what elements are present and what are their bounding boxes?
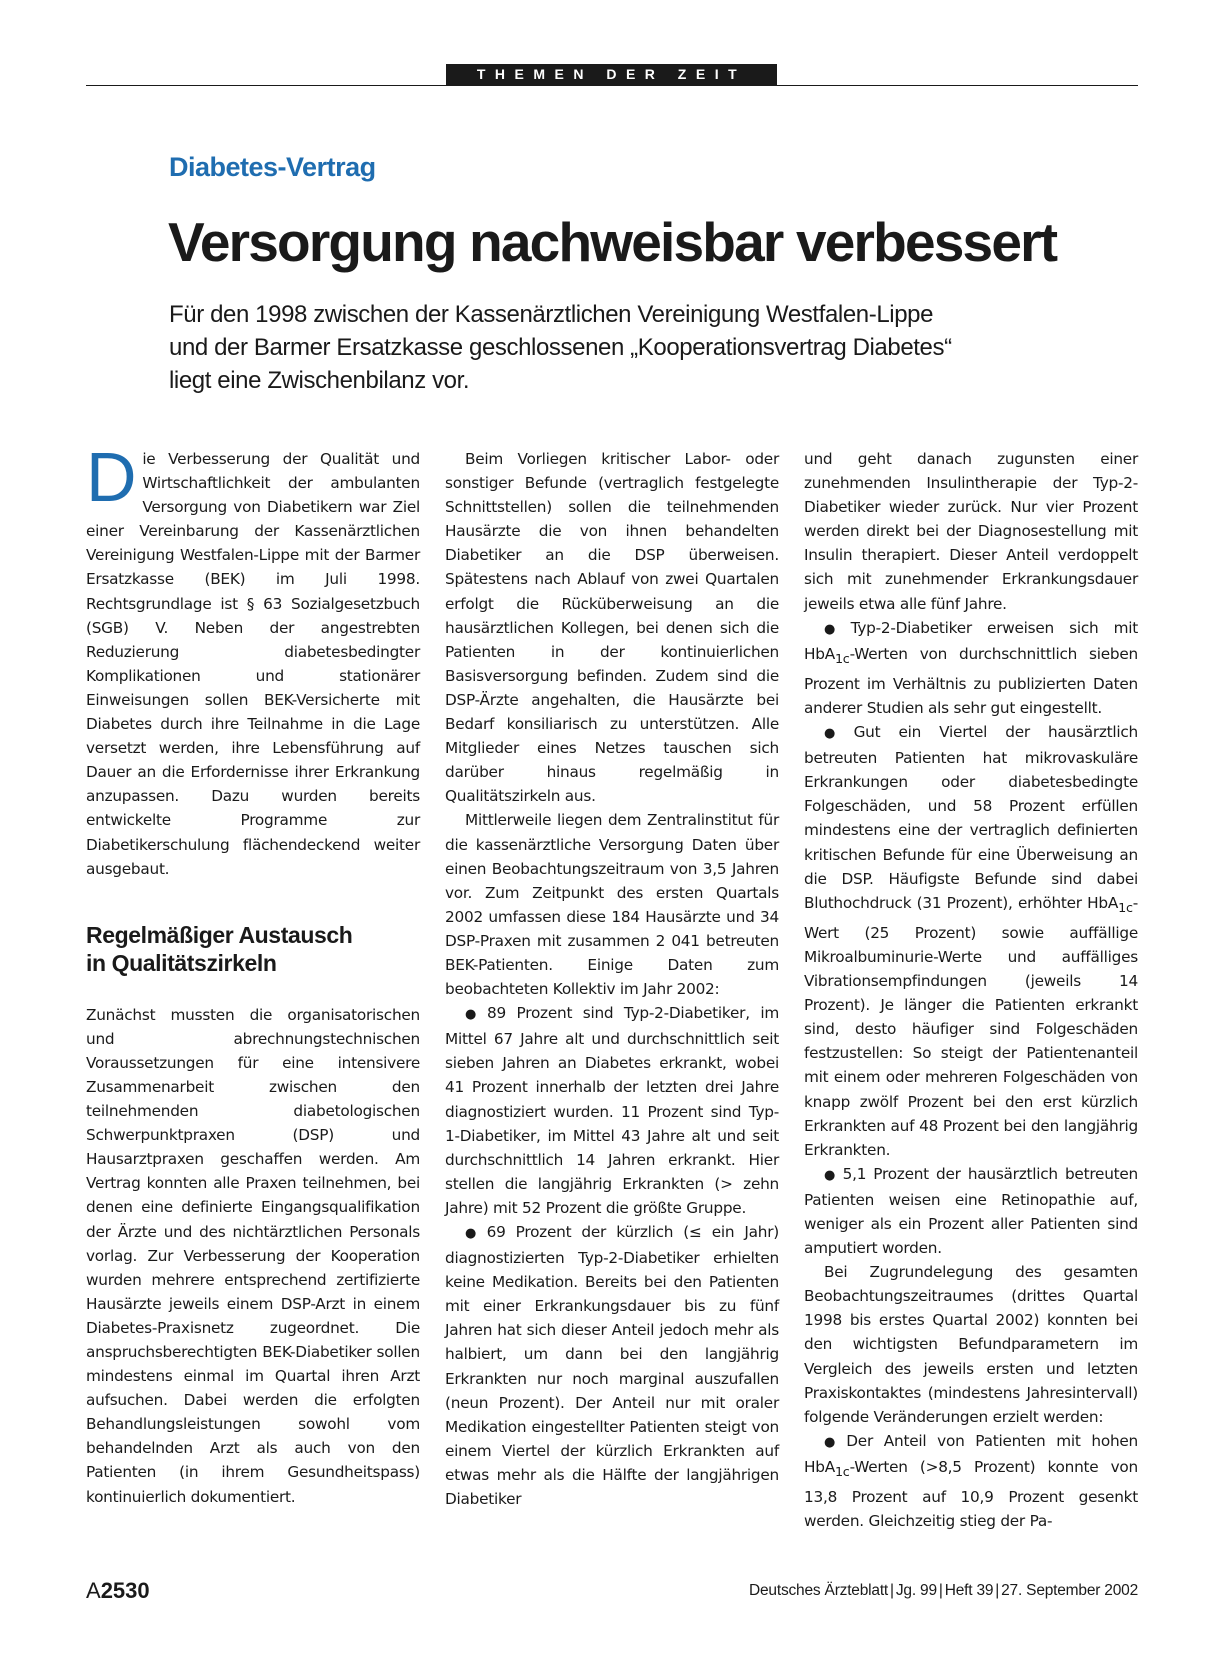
header-rule (86, 85, 1138, 86)
section-subhead: Regelmäßiger Austausch in Qualitätszirkeln (86, 921, 353, 976)
journal-info: Deutsches Ärzteblatt | Jg. 99 | Heft 39 | 27. September 2002 (749, 1582, 1138, 1599)
bullet-paragraph: ● 69 Prozent der kürzlich (≤ ein Jahr) diagnostizierten Typ-2-Diabetiker erhielten keine Medikation. Bereits bei den Patienten mit einer Erkrankungsdauer bis zu fünf Jahren hat sich dieser Anteil jedoch mehr als halbiert, um dann bei den langjährig Erkrankten nur noch marginal auszufallen (neun Prozent). Der Anteil nur mit oraler Medikation eingestellter Patienten steigt von einem Viertel der kürzlich Erkrankten auf etwas mehr als die Hälfte der langjährigen Diabetiker (445, 1220, 779, 1511)
dropcap: D (86, 438, 137, 516)
body-paragraph: Mittlerweile liegen dem Zentralinstitut für die kassenärztliche Versorgung Daten über einen Beobachtungszeitraum von 3,5 Jahren vor. Zum Zeitpunkt des ersten Quartals 2002 umfassen diese 184 Hausärzte und 34 DSP-Praxen mit zusammen 2 041 betreuten BEK-Patienten. Einige Daten zum beobachteten Kollektiv im Jahr 2002: (445, 811, 779, 999)
lead-line: liegt eine Zwischenbilanz vor. (169, 367, 470, 394)
text-column-2 (445, 447, 779, 1511)
text-column-3 (804, 447, 1138, 1533)
intro-paragraph: Die Verbesserung der Qualität und Wirtschaftlichkeit der ambulanten Versorgung von Diabetikern war Ziel einer Vereinbarung der Kassenärztlichen Vereinigung Westfalen-Lippe mit der Barmer Ersatzkasse (BEK) im Juli 1998. Rechtsgrundlage ist § 63 Sozialgesetzbuch (SGB) V. Neben der angestrebten Reduzierung diabetesbedingter Komplikationen und stationärer Einweisungen sollen BEK-Versicherte mit Diabetes durch ihre Teilnahme in die Lage versetzt werden, ihre Lebensführung auf Dauer an die Erfordernisse ihrer Erkrankung anzupassen. Dazu wurden bereits entwickelte Programme zur Diabetikerschulung flächendeckend weiter ausgebaut. (86, 438, 420, 878)
bullet-paragraph: ● 89 Prozent sind Typ-2-Diabetiker, im Mittel 67 Jahre alt und durchschnittlich seit sieben Jahren an Diabetes erkrankt, wobei 41 Prozent innerhalb der letzten drei Jahre diagnostiziert wurden. 11 Prozent sind Typ-1-Diabetiker, im Mittel 43 Jahre alt und seit durchschnittlich 14 Jahren erkrankt. Hier stellen die langjährig Erkrankten (> zehn Jahre) mit 52 Prozent die größte Gruppe. (445, 1001, 779, 1220)
body-paragraph: Beim Vorliegen kritischer Labor- oder sonstiger Befunde (vertraglich festgelegte Schnittstellen) sollen die teilnehmenden Hausärzte die von ihnen behandelten Diabetiker an die DSP überweisen. Spätestens nach Ablauf von zwei Quartalen erfolgt die Rücküberweisung an die hausärztlichen Kollegen, bei denen sich die Patienten in der kontinuierlichen Basisversorgung befinden. Zudem sind die DSP-Ärzte angehalten, die Hausärzte bei Bedarf konsiliarisch zu unterstützen. Alle Mitglieder eines Netzes tauschen sich darüber hinaus regelmäßig in Qualitätszirkeln aus. (445, 450, 779, 806)
journal-name: Deutsches Ärzteblatt (749, 1582, 889, 1599)
bullet-paragraph: ● 5,1 Prozent der hausärztlich betreuten Patienten weisen eine Retinopathie auf, weniger als ein Prozent aller Patienten sind amputiert worden. (804, 1162, 1138, 1260)
body-paragraph: Zunächst mussten die organisatorischen und abrechnungstechnischen Voraussetzungen für eine intensivere Zusammenarbeit zwischen den teilnehmenden diabetologischen Schwerpunktpraxen (DSP) und Hausarztpraxen geschaffen werden. Am Vertrag konnten alle Praxen teilnehmen, bei denen eine definierte Eingangsqualifikation der Ärzte und des nichtärztlichen Personals vorlag. Zur Verbesserung der Kooperation wurden mehrere entsprechend zertifizierte Hausärzte jeweils einem DSP-Arzt in einem Diabetes-Praxisnetz zugeordnet. Die anspruchsberechtigten BEK-Diabetiker sollen mindestens einmal im Quartal ihren Arzt aufsuchen. Dabei werden die erfolgten Behandlungsleistungen sowohl vom behandelnden Arzt als auch von den Patienten (in ihrem Gesundheitspass) kontinuierlich dokumentiert. (86, 1005, 420, 1506)
lead-line: und der Barmer Ersatzkasse geschlossenen „Kooperationsvertrag Diabetes“ (169, 334, 952, 361)
bullet-paragraph: ● Der Anteil von Patienten mit hohen HbA$_{1c}$-Werten (>8,5 Prozent) konnte von 13,8 Prozent auf 10,9 Prozent gesenkt werden. Gleichzeitig stieg der Pa- (804, 1429, 1138, 1533)
journal-volume: Jg. 99 (895, 1582, 937, 1599)
article-lead (169, 298, 1029, 397)
body-paragraph: und geht danach zugunsten einer zunehmenden Insulintherapie der Typ-2-Diabetiker wieder zurück. Nur vier Prozent werden direkt bei der Diagnosestellung mit Insulin therapiert. Dieser Anteil verdoppelt sich mit zunehmender Erkrankungsdauer jeweils etwa alle fünf Jahre. (804, 450, 1138, 613)
section-band: THEMEN DER ZEIT (446, 64, 777, 85)
page-number: A2530 (86, 1578, 150, 1603)
bullet-paragraph: ● Gut ein Viertel der hausärztlich betreuten Patienten hat mikrovaskuläre Erkrankungen oder diabetesbedingte Folgeschäden, und 58 Prozent erfüllen mindestens eine der vertraglich definierten kritischen Befunde für eine Überweisung an die DSP. Häufigste Befunde sind dabei Bluthochdruck (31 Prozent), erhöhter HbA$_{1c}$-Wert (25 Prozent) sowie auffällige Mikroalbuminurie-Werte und auffälliges Vibrationsempfindungen (jeweils 14 Prozent). Je länger die Patienten erkrankt sind, desto häufiger sind Folgeschäden festzustellen: So steigt der Patientenanteil mit einem oder mehreren Folgeschäden von knapp zwölf Prozent bei den erst kürzlich Erkrankten auf 48 Prozent bei den langjährig Erkrankten. (804, 720, 1138, 1162)
bullet-paragraph: ● Typ-2-Diabetiker erweisen sich mit HbA$_{1c}$-Werten von durchschnittlich sieben Prozent im Verhältnis zu publizierten Daten anderer Studien als sehr gut eingestellt. (804, 616, 1138, 720)
article-headline: Versorgung nachweisbar verbessert (168, 211, 1057, 273)
journal-issue: Heft 39 (944, 1582, 994, 1599)
body-paragraph: Bei Zugrundelegung des gesamten Beobachtungszeitraumes (drittes Quartal 1998 bis erstes Quartal 2002) konnten bei den wichtigsten Befundparametern im Vergleich des jeweils ersten und letzten Praxiskontaktes (mindestens Jahresintervall) folgende Veränderungen erzielt werden: (804, 1263, 1138, 1426)
lead-line: Für den 1998 zwischen der Kassenärztlichen Vereinigung Westfalen-Lippe (169, 301, 934, 328)
article-kicker: Diabetes-Vertrag (169, 152, 376, 182)
journal-date: 27. September 2002 (1001, 1582, 1138, 1599)
text-column-1 (86, 438, 420, 1509)
